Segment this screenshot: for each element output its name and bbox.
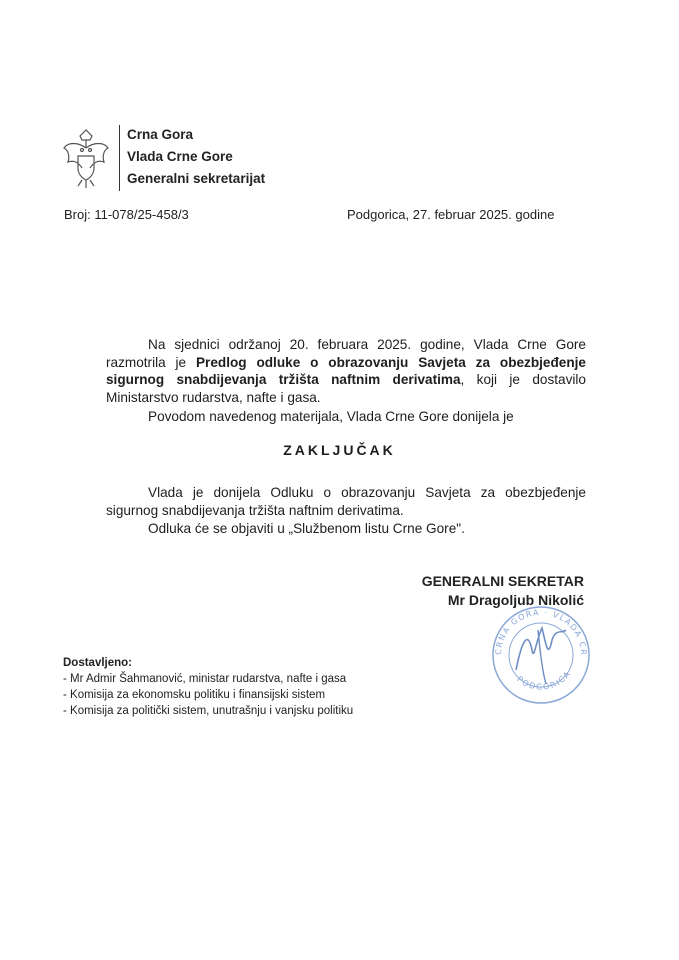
delivery-item: - Komisija za ekonomsku politiku i finansijski sistem	[63, 689, 326, 701]
delivery-item: - Komisija za politički sistem, unutrašnju i vanjsku politiku	[63, 705, 354, 717]
place-date: Podgorica, 27. februar 2025. godine	[347, 207, 555, 222]
paragraph-intro	[106, 336, 586, 406]
coat-of-arms-icon	[60, 128, 112, 190]
paragraph-decision-lead: Povodom navedenog materijala, Vlada Crne Gore donijela je	[148, 409, 514, 424]
delivery-heading: Dostavljeno:	[63, 657, 133, 669]
conclusion-title: ZAKLJUČAK	[283, 442, 396, 458]
svg-text:CRNA GORA · VLADA CRNE GORE: CRNA GORA · VLADA CR	[493, 607, 589, 657]
header-government: Vlada Crne Gore	[127, 149, 233, 164]
header-secretariat: Generalni sekretarijat	[127, 171, 266, 186]
proposal-title: Predlog odluke o obrazovanju Savjeta za obezbjeđenje sigurnog snabdijevanja tržišta naftnim derivatima	[106, 354, 586, 387]
paragraph-conclusion: Vlada je donijela Odluku o obrazovanju Savjeta za obezbjeđenje sigurnog snabdijevanja tržišta naftnim derivatima.	[106, 485, 586, 518]
header-country: Crna Gora	[127, 127, 194, 142]
svg-text:PODGORICA: PODGORICA	[515, 668, 573, 692]
signature-name: Mr Dragoljub Nikolić	[447, 592, 584, 608]
intro-text-end: , koji je dostavilo Ministarstvo rudarstva, nafte i gasa.	[106, 372, 586, 405]
intro-text: Na sjednici održanoj 20. februara 2025. godine, Vlada Crne Gore razmotrila je	[106, 337, 586, 370]
header-divider	[119, 125, 120, 191]
signature-title: GENERALNI SEKRETAR	[421, 573, 584, 589]
document-number: Broj: 11-078/25-458/3	[64, 207, 189, 222]
delivery-item: - Mr Admir Šahmanović, ministar rudarstva, nafte i gasa	[63, 673, 347, 685]
paragraph-publication: Odluka će se objaviti u „Službenom listu Crne Gore".	[148, 521, 465, 536]
official-stamp	[486, 600, 596, 710]
